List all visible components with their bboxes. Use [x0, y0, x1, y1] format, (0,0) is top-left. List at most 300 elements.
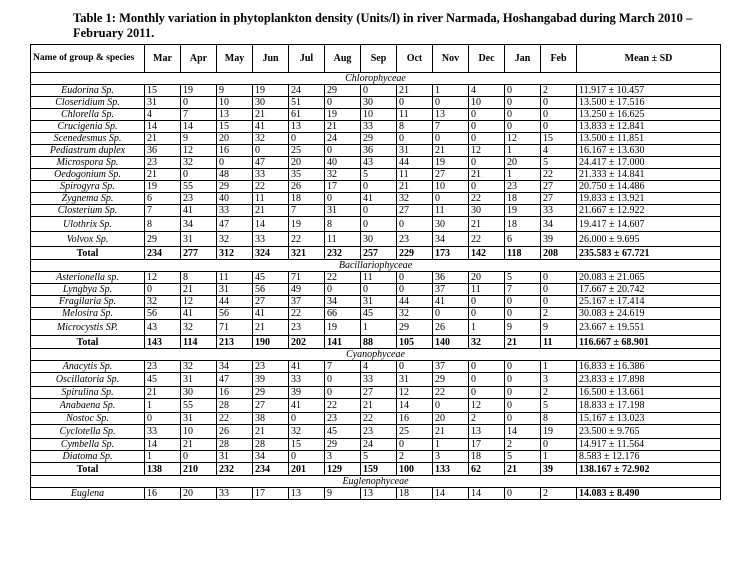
- total-value-cell: 277: [181, 247, 217, 260]
- value-cell: 27: [541, 181, 577, 193]
- value-cell: 14: [433, 488, 469, 500]
- mean-sd-cell: 16.833 ± 16.386: [577, 361, 721, 373]
- value-cell: 0: [505, 308, 541, 320]
- value-cell: 32: [289, 425, 325, 439]
- total-value-cell: 234: [253, 463, 289, 476]
- value-cell: 0: [325, 284, 361, 296]
- value-cell: 3: [541, 373, 577, 387]
- value-cell: 0: [397, 272, 433, 284]
- value-cell: 39: [289, 387, 325, 399]
- table-row: [31, 121, 721, 133]
- value-cell: 41: [289, 361, 325, 373]
- value-cell: 27: [253, 399, 289, 413]
- value-cell: 21: [433, 145, 469, 157]
- value-cell: 0: [433, 193, 469, 205]
- mean-sd-cell: 14.083 ± 8.490: [577, 488, 721, 500]
- value-cell: 37: [289, 296, 325, 308]
- total-mean-sd-cell: 116.667 ± 68.901: [577, 336, 721, 349]
- value-cell: 7: [505, 284, 541, 296]
- value-cell: 15: [217, 121, 253, 133]
- value-cell: 34: [217, 361, 253, 373]
- mean-sd-cell: 23.500 ± 9.765: [577, 425, 721, 439]
- value-cell: 20: [433, 413, 469, 425]
- mean-sd-cell: 8.583 ± 12.176: [577, 451, 721, 463]
- value-cell: 23: [361, 425, 397, 439]
- value-cell: 0: [469, 308, 505, 320]
- value-cell: 41: [361, 193, 397, 205]
- total-value-cell: 190: [253, 336, 289, 349]
- value-cell: 32: [253, 133, 289, 145]
- value-cell: 31: [181, 232, 217, 247]
- total-value-cell: 234: [145, 247, 181, 260]
- header-row: [31, 45, 721, 73]
- mean-sd-cell: 20.750 ± 14.486: [577, 181, 721, 193]
- table-caption: Table 1: Monthly variation in phytoplankton density (Units/l) in river Narmada, Hoshangabad during March 2010 – February 2011.: [73, 11, 693, 40]
- table-row: [31, 284, 721, 296]
- value-cell: 44: [217, 296, 253, 308]
- value-cell: 14: [397, 399, 433, 413]
- value-cell: 19: [145, 181, 181, 193]
- value-cell: 13: [217, 109, 253, 121]
- value-cell: 49: [289, 284, 325, 296]
- total-value-cell: 321: [289, 247, 325, 260]
- value-cell: 47: [253, 157, 289, 169]
- value-cell: 0: [361, 205, 397, 217]
- value-cell: 18: [505, 217, 541, 232]
- value-cell: 9: [325, 488, 361, 500]
- total-value-cell: 202: [289, 336, 325, 349]
- species-name: Microspora Sp.: [31, 157, 145, 169]
- value-cell: 18: [289, 193, 325, 205]
- value-cell: 25: [397, 425, 433, 439]
- species-name: Cyclotella Sp.: [31, 425, 145, 439]
- value-cell: 27: [433, 169, 469, 181]
- total-row: [31, 247, 721, 260]
- value-cell: 44: [397, 296, 433, 308]
- value-cell: 10: [469, 97, 505, 109]
- species-name: Chlorella Sp.: [31, 109, 145, 121]
- value-cell: 10: [361, 109, 397, 121]
- value-cell: 8: [181, 272, 217, 284]
- mean-sd-cell: 18.833 ± 17.198: [577, 399, 721, 413]
- value-cell: 0: [361, 85, 397, 97]
- value-cell: 26: [289, 181, 325, 193]
- value-cell: 55: [181, 181, 217, 193]
- header-cell: Apr: [181, 45, 217, 73]
- value-cell: 2: [505, 439, 541, 451]
- value-cell: 31: [361, 296, 397, 308]
- species-name: Ulothrix Sp.: [31, 217, 145, 232]
- value-cell: 0: [469, 157, 505, 169]
- value-cell: 14: [181, 121, 217, 133]
- value-cell: 32: [181, 157, 217, 169]
- value-cell: 30: [181, 387, 217, 399]
- value-cell: 0: [505, 361, 541, 373]
- value-cell: 34: [433, 232, 469, 247]
- total-value-cell: 229: [397, 247, 433, 260]
- value-cell: 2: [541, 387, 577, 399]
- value-cell: 0: [181, 97, 217, 109]
- table-row: [31, 296, 721, 308]
- value-cell: 39: [541, 232, 577, 247]
- value-cell: 45: [253, 272, 289, 284]
- value-cell: 16: [217, 145, 253, 157]
- total-value-cell: 133: [433, 463, 469, 476]
- value-cell: 31: [397, 373, 433, 387]
- value-cell: 5: [541, 399, 577, 413]
- total-value-cell: 62: [469, 463, 505, 476]
- header-cell: Nov: [433, 45, 469, 73]
- mean-sd-cell: 19.417 ± 14.607: [577, 217, 721, 232]
- value-cell: 71: [217, 320, 253, 336]
- value-cell: 0: [505, 121, 541, 133]
- species-name: Crucigenia Sp.: [31, 121, 145, 133]
- value-cell: 56: [217, 308, 253, 320]
- value-cell: 15: [289, 439, 325, 451]
- header-cell: Oct: [397, 45, 433, 73]
- value-cell: 14: [145, 121, 181, 133]
- value-cell: 13: [289, 121, 325, 133]
- value-cell: 16: [217, 387, 253, 399]
- value-cell: 30: [361, 232, 397, 247]
- value-cell: 45: [325, 425, 361, 439]
- value-cell: 0: [469, 133, 505, 145]
- mean-sd-cell: 24.417 ± 17.000: [577, 157, 721, 169]
- value-cell: 17: [469, 439, 505, 451]
- value-cell: 34: [181, 217, 217, 232]
- species-name: Euglena: [31, 488, 145, 500]
- table-row: [31, 373, 721, 387]
- value-cell: 43: [145, 320, 181, 336]
- value-cell: 0: [397, 361, 433, 373]
- value-cell: 0: [433, 97, 469, 109]
- value-cell: 24: [289, 85, 325, 97]
- value-cell: 32: [217, 232, 253, 247]
- table-row: [31, 109, 721, 121]
- value-cell: 23: [397, 232, 433, 247]
- species-name: Diatoma Sp.: [31, 451, 145, 463]
- value-cell: 28: [217, 439, 253, 451]
- total-mean-sd-cell: 138.167 ± 72.902: [577, 463, 721, 476]
- value-cell: 61: [289, 109, 325, 121]
- group-row: [31, 260, 721, 272]
- value-cell: 11: [433, 205, 469, 217]
- table-row: [31, 232, 721, 247]
- header-cell: Aug: [325, 45, 361, 73]
- total-value-cell: 324: [253, 247, 289, 260]
- total-value-cell: 208: [541, 247, 577, 260]
- value-cell: 16: [397, 413, 433, 425]
- value-cell: 1: [505, 145, 541, 157]
- value-cell: 27: [397, 205, 433, 217]
- value-cell: 31: [397, 145, 433, 157]
- value-cell: 10: [217, 97, 253, 109]
- value-cell: 32: [397, 308, 433, 320]
- mean-sd-cell: 15.167 ± 13.023: [577, 413, 721, 425]
- value-cell: 6: [145, 193, 181, 205]
- value-cell: 0: [181, 169, 217, 181]
- value-cell: 12: [397, 387, 433, 399]
- value-cell: 0: [289, 413, 325, 425]
- mean-sd-cell: 23.667 ± 19.551: [577, 320, 721, 336]
- total-value-cell: 213: [217, 336, 253, 349]
- value-cell: 11: [253, 193, 289, 205]
- value-cell: 0: [397, 97, 433, 109]
- value-cell: 0: [541, 121, 577, 133]
- species-name: Spirogyra Sp.: [31, 181, 145, 193]
- value-cell: 0: [541, 272, 577, 284]
- value-cell: 39: [253, 373, 289, 387]
- value-cell: 0: [469, 387, 505, 399]
- value-cell: 33: [145, 425, 181, 439]
- value-cell: 33: [217, 205, 253, 217]
- value-cell: 13: [433, 109, 469, 121]
- value-cell: 19: [253, 85, 289, 97]
- value-cell: 48: [217, 169, 253, 181]
- value-cell: 11: [397, 109, 433, 121]
- value-cell: 47: [217, 217, 253, 232]
- value-cell: 0: [181, 451, 217, 463]
- value-cell: 4: [145, 109, 181, 121]
- value-cell: 33: [217, 488, 253, 500]
- total-value-cell: 138: [145, 463, 181, 476]
- value-cell: 21: [145, 133, 181, 145]
- value-cell: 11: [217, 272, 253, 284]
- value-cell: 31: [325, 205, 361, 217]
- value-cell: 8: [397, 121, 433, 133]
- value-cell: 27: [361, 387, 397, 399]
- value-cell: 11: [325, 232, 361, 247]
- value-cell: 11: [397, 169, 433, 181]
- value-cell: 0: [289, 451, 325, 463]
- species-name: Anacytis Sp.: [31, 361, 145, 373]
- value-cell: 0: [397, 439, 433, 451]
- table-row: [31, 425, 721, 439]
- value-cell: 6: [505, 232, 541, 247]
- value-cell: 12: [469, 399, 505, 413]
- value-cell: 23: [181, 193, 217, 205]
- value-cell: 16: [145, 488, 181, 500]
- value-cell: 21: [397, 181, 433, 193]
- value-cell: 19: [505, 205, 541, 217]
- value-cell: 12: [181, 145, 217, 157]
- value-cell: 45: [145, 373, 181, 387]
- value-cell: 4: [469, 85, 505, 97]
- value-cell: 40: [325, 157, 361, 169]
- table-row: [31, 272, 721, 284]
- value-cell: 0: [325, 387, 361, 399]
- total-value-cell: 105: [397, 336, 433, 349]
- total-value-cell: 11: [541, 336, 577, 349]
- value-cell: 41: [181, 308, 217, 320]
- value-cell: 22: [289, 232, 325, 247]
- value-cell: 11: [469, 284, 505, 296]
- phytoplankton-table: [30, 44, 721, 500]
- value-cell: 23: [289, 320, 325, 336]
- value-cell: 22: [469, 232, 505, 247]
- value-cell: 31: [145, 97, 181, 109]
- table-row: [31, 217, 721, 232]
- value-cell: 27: [541, 193, 577, 205]
- value-cell: 5: [361, 169, 397, 181]
- value-cell: 22: [541, 169, 577, 181]
- table-row: [31, 205, 721, 217]
- table-row: [31, 451, 721, 463]
- value-cell: 23: [253, 361, 289, 373]
- value-cell: 7: [289, 205, 325, 217]
- total-value-cell: 257: [361, 247, 397, 260]
- value-cell: 3: [433, 451, 469, 463]
- value-cell: 10: [181, 425, 217, 439]
- value-cell: 22: [433, 387, 469, 399]
- value-cell: 41: [253, 121, 289, 133]
- value-cell: 0: [361, 284, 397, 296]
- value-cell: 21: [181, 439, 217, 451]
- value-cell: 2: [469, 413, 505, 425]
- value-cell: 0: [541, 296, 577, 308]
- value-cell: 31: [181, 373, 217, 387]
- mean-sd-cell: 26.000 ± 9.695: [577, 232, 721, 247]
- value-cell: 29: [217, 181, 253, 193]
- value-cell: 5: [541, 157, 577, 169]
- total-value-cell: 232: [325, 247, 361, 260]
- value-cell: 47: [217, 373, 253, 387]
- value-cell: 8: [541, 413, 577, 425]
- total-value-cell: 114: [181, 336, 217, 349]
- value-cell: 0: [469, 109, 505, 121]
- value-cell: 36: [361, 145, 397, 157]
- table-row: [31, 387, 721, 399]
- value-cell: 1: [433, 85, 469, 97]
- table-row: [31, 169, 721, 181]
- value-cell: 1: [541, 361, 577, 373]
- value-cell: 33: [253, 232, 289, 247]
- value-cell: 21: [325, 121, 361, 133]
- value-cell: 37: [433, 361, 469, 373]
- value-cell: 71: [289, 272, 325, 284]
- value-cell: 25: [289, 145, 325, 157]
- header-cell: Feb: [541, 45, 577, 73]
- group-row: [31, 476, 721, 488]
- value-cell: 33: [541, 205, 577, 217]
- value-cell: 7: [325, 361, 361, 373]
- header-cell: Mar: [145, 45, 181, 73]
- value-cell: 10: [433, 181, 469, 193]
- value-cell: 13: [289, 488, 325, 500]
- value-cell: 12: [469, 145, 505, 157]
- mean-sd-cell: 14.917 ± 11.564: [577, 439, 721, 451]
- value-cell: 1: [145, 399, 181, 413]
- total-value-cell: 118: [505, 247, 541, 260]
- value-cell: 26: [433, 320, 469, 336]
- species-name: Closterium Sp.: [31, 205, 145, 217]
- table-row: [31, 488, 721, 500]
- header-cell: Jan: [505, 45, 541, 73]
- value-cell: 22: [325, 399, 361, 413]
- value-cell: 0: [505, 85, 541, 97]
- value-cell: 36: [145, 145, 181, 157]
- value-cell: 22: [469, 193, 505, 205]
- value-cell: 0: [325, 97, 361, 109]
- group-name: Chlorophyceae: [31, 73, 721, 85]
- value-cell: 31: [217, 284, 253, 296]
- value-cell: 9: [181, 133, 217, 145]
- value-cell: 21: [253, 205, 289, 217]
- table-row: [31, 413, 721, 425]
- value-cell: 22: [325, 272, 361, 284]
- value-cell: 37: [433, 284, 469, 296]
- value-cell: 43: [361, 157, 397, 169]
- value-cell: 21: [253, 109, 289, 121]
- group-name: Euglenophyceae: [31, 476, 721, 488]
- mean-sd-cell: 21.333 ± 14.841: [577, 169, 721, 181]
- value-cell: 12: [181, 296, 217, 308]
- value-cell: 7: [433, 121, 469, 133]
- total-value-cell: 159: [361, 463, 397, 476]
- value-cell: 0: [505, 109, 541, 121]
- value-cell: 8: [145, 217, 181, 232]
- value-cell: 18: [469, 451, 505, 463]
- total-value-cell: 201: [289, 463, 325, 476]
- value-cell: 56: [253, 284, 289, 296]
- group-name: Bacillariophyceae: [31, 260, 721, 272]
- species-name: Nostoc Sp.: [31, 413, 145, 425]
- value-cell: 21: [469, 169, 505, 181]
- value-cell: 0: [505, 413, 541, 425]
- value-cell: 1: [541, 451, 577, 463]
- total-value-cell: 39: [541, 463, 577, 476]
- value-cell: 0: [253, 145, 289, 157]
- value-cell: 32: [181, 320, 217, 336]
- value-cell: 14: [505, 425, 541, 439]
- value-cell: 30: [469, 205, 505, 217]
- table-row: [31, 97, 721, 109]
- value-cell: 21: [253, 425, 289, 439]
- value-cell: 29: [145, 232, 181, 247]
- species-name: Oscillatoria Sp.: [31, 373, 145, 387]
- header-cell: May: [217, 45, 253, 73]
- table-row: [31, 193, 721, 205]
- value-cell: 27: [253, 296, 289, 308]
- value-cell: 17: [325, 181, 361, 193]
- species-name: Eudorina Sp.: [31, 85, 145, 97]
- value-cell: 0: [541, 109, 577, 121]
- value-cell: 0: [145, 284, 181, 296]
- value-cell: 15: [145, 85, 181, 97]
- mean-sd-cell: 21.667 ± 12.922: [577, 205, 721, 217]
- value-cell: 66: [325, 308, 361, 320]
- value-cell: 22: [217, 413, 253, 425]
- value-cell: 55: [181, 399, 217, 413]
- value-cell: 5: [361, 451, 397, 463]
- value-cell: 0: [469, 361, 505, 373]
- value-cell: 21: [181, 284, 217, 296]
- value-cell: 11: [361, 272, 397, 284]
- species-name: Zygnema Sp.: [31, 193, 145, 205]
- table-row: [31, 361, 721, 373]
- value-cell: 0: [397, 133, 433, 145]
- value-cell: 30: [361, 97, 397, 109]
- value-cell: 20: [505, 157, 541, 169]
- species-name: Anabaena Sp.: [31, 399, 145, 413]
- value-cell: 2: [541, 308, 577, 320]
- total-value-cell: 21: [505, 463, 541, 476]
- table-row: [31, 133, 721, 145]
- value-cell: 33: [253, 169, 289, 181]
- value-cell: 22: [361, 413, 397, 425]
- table-row: [31, 157, 721, 169]
- value-cell: 14: [145, 439, 181, 451]
